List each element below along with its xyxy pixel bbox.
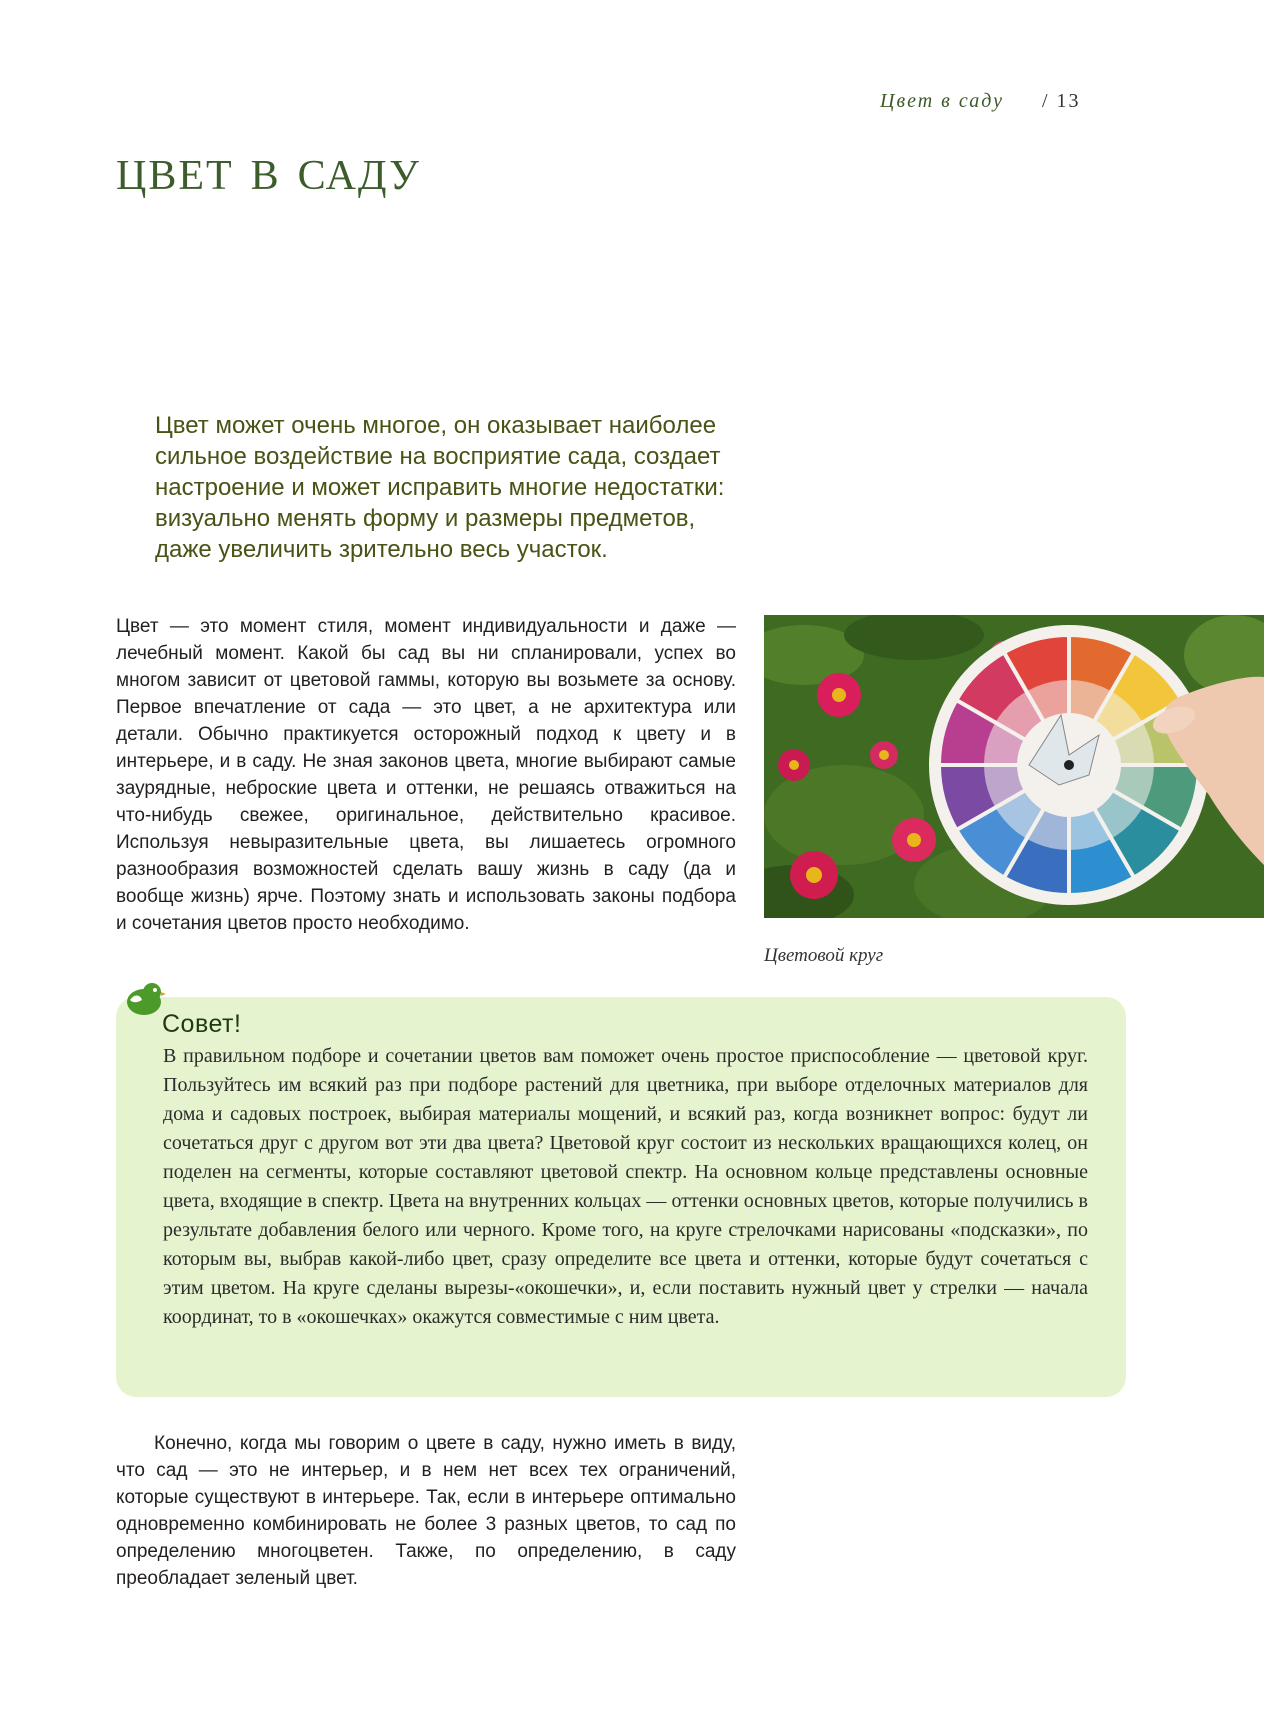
running-head-section: Цвет в саду (880, 90, 1004, 112)
running-head (880, 90, 1100, 113)
tip-title: Совет! (162, 1010, 242, 1038)
color-wheel-illustration (764, 615, 1264, 918)
figure-caption: Цветовой круг (764, 945, 884, 966)
tip-text: В правильном подборе и сочетании цветов вам поможет очень простое приспособление — цветовой круг. Пользуйтесь им всякий раз при подборе растений для цветника, при выборе отделочных материалов для дома и садовых построек, выбирая материалы мощений, и всякий раз, когда возникнет вопрос: будут ли сочетаться друг с другом вот эти два цвета? Цветовой круг состоит из нескольких вращающихся колец, он поделен на сегменты, которые составляют цветовой спектр. На основном кольце представлены основные цвета, входящие в спектр. Цвета на внутренних кольцах — оттенки основных цветов, которые получились в результате добавления белого или черного. Кроме того, на круге стрелочками нарисованы «подсказки», по которым вы, выбрав какой-либо цвет, сразу определите все цвета и оттенки, которые будут сочетаться с этим цветом. На круге сделаны вырезы-«окошечки», и, если поставить нужный цвет у стрелки — начала координат, то в «окошечках» окажутся совместимые с ним цвета. (163, 1045, 1088, 1328)
page-title: цвет в саду (116, 136, 421, 202)
body-paragraph-1: Цвет — это момент стиля, момент индивидуальности и даже — лечебный момент. Какой бы сад вы ни спланировали, успех во многом зависит от цветовой гаммы, которую вы возьмете за основу. Первое впечатление от сада — это цвет, а не архитектура или детали. Обычно практикуется осторожный подход к цвету и в интерьере, и в саду. Не зная законов цвета, многие выбирают самые заурядные, неброские цвета и оттенки, не решаясь отважиться на что-нибудь свежее, оригинальное, действительно красивое. Используя невыразительные цвета, вы лишаетесь огромного разнообразия возможностей сделать вашу жизнь в саду (да и вообще жизнь) ярче. Поэтому знать и использовать законы подбора и сочетания цветов просто необходимо. (116, 616, 736, 934)
color-wheel (929, 625, 1209, 905)
color-wheel-photo (764, 615, 1264, 918)
lead-paragraph: Цвет может очень многое, он оказывает наиболее сильное воздействие на восприятие сада, создает настроение и может исправить многие недостатки: визуально менять форму и размеры предметов, даже увеличить зрительно весь участок. (155, 412, 725, 563)
page-number: / 13 (1041, 90, 1081, 112)
bird-icon (124, 980, 166, 1016)
body-paragraph-2: Конечно, когда мы говорим о цвете в саду, нужно иметь в виду, что сад — это не интерьер, и в нем нет всех тех ограничений, которые существуют в интерьере. Так, если в интерьере оптимально одновременно комбинировать не более 3 разных цветов, то сад по определению многоцветен. Также, по определению, в саду преобладает зеленый цвет. (116, 1433, 736, 1589)
